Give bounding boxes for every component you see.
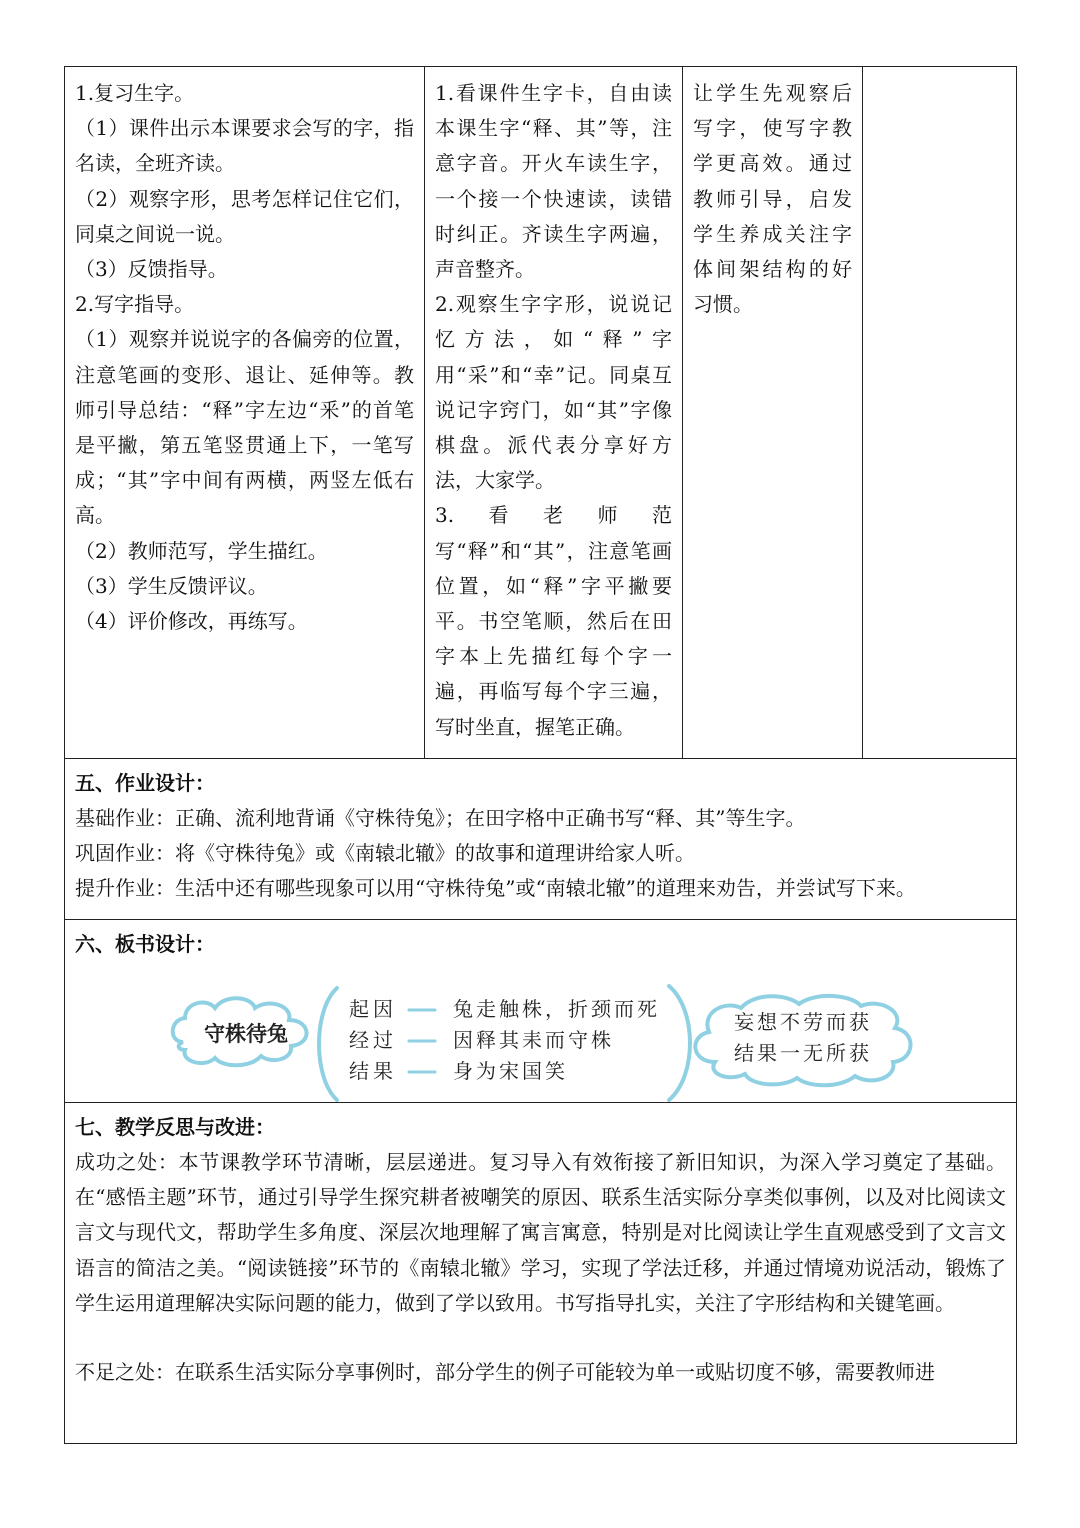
reflection-title: 七、教学反思与改进：: [75, 1115, 275, 1139]
teacher-step: （1）课件出示本课要求会写的字，指名读，全班齐读。: [75, 116, 414, 176]
board-row: [65, 920, 1017, 1103]
homework-consolidate: 巩固作业：将《守株待兔》或《南辕北辙》的故事和道理讲给家人听。: [75, 841, 695, 866]
teacher-step: 1.复习生字。: [75, 81, 195, 105]
student-step: 1.看课件生字卡，自由读本课生字“释、其”等，注意字音。开火车读生字，一个接一个快速读，读错时纠正。齐读生字两遍，声音整齐。: [435, 81, 672, 282]
teacher-step: （2）教师范写，学生描红。: [75, 538, 328, 563]
center-title: 守株待兔: [204, 1022, 288, 1046]
process-label: 经过: [349, 1028, 397, 1052]
notes-cell: [863, 67, 1017, 759]
process-detail: 因释其耒而守株: [453, 1028, 614, 1052]
lesson-plan-page: [64, 66, 1016, 1444]
reflection-cell: [65, 1103, 1017, 1444]
homework-title: 五、作业设计：: [75, 771, 215, 795]
conclusion-line-1: 妄想不劳而获: [734, 1010, 872, 1034]
homework-advance: 提升作业：生活中还有哪些现象可以用“守株待兔”或“南辕北辙”的道理来劝告，并尝试写下来。: [75, 876, 916, 901]
teacher-step: （3）学生反馈评议。: [75, 573, 268, 598]
homework-cell: [65, 759, 1017, 920]
conclusion-line-2: 结果一无所获: [734, 1041, 872, 1065]
activity-row: [65, 67, 1017, 759]
left-bracket-shape: [319, 988, 337, 1100]
student-activity-cell: [425, 67, 683, 759]
homework-row: [65, 759, 1017, 920]
board-title: 六、板书设计：: [75, 932, 215, 956]
teacher-step: （3）反馈指导。: [75, 257, 228, 282]
right-bracket-shape: [669, 986, 690, 1100]
homework-basic: 基础作业：正确、流利地背诵《守株待兔》；在田字格中正确书写“释、其”等生字。: [75, 806, 806, 830]
cause-detail: 兔走触株，折颈而死: [453, 997, 660, 1021]
design-intent-cell: [683, 67, 863, 759]
teacher-step: （4）评价修改，再练写。: [75, 609, 308, 634]
teacher-step: （1）观察并说说字的各偏旁的位置，注意笔画的变形、退让、延伸等。教师引导总结：“释”字左边“釆”的首笔是平撇，第五笔竖贯通上下，一笔写成；“其”字中间有两横，两竖左低右高。: [75, 327, 414, 528]
design-intent-text: 让学生先观察后写字，使写字教学更高效。通过教师引导，启发学生养成关注字体间架结构的好习惯。: [693, 81, 852, 317]
reflection-row: [65, 1103, 1017, 1444]
student-step: 2.观察生字字形，说说记忆方法，如“释”字用“采”和“幸”记。同桌互说记字窍门，如“其”字像棋盘。派代表分享好方法，大家学。: [435, 292, 672, 493]
board-cell: [65, 920, 1017, 1103]
teacher-step: （2）观察字形，思考怎样记住它们，同桌之间说一说。: [75, 186, 414, 246]
teacher-activity-cell: [65, 67, 425, 759]
board-design-diagram: [65, 962, 1016, 1102]
lesson-plan-table: [64, 66, 1017, 1444]
result-label: 结果: [349, 1059, 397, 1083]
student-step: 3.看老师范写“释”和“其”，注意笔画位置，如“释”字平撇要平。书空笔顺，然后在田字本上先描红每个字一遍，再临写每个字三遍，写时坐直，握笔正确。: [435, 503, 672, 739]
cause-label: 起因: [349, 997, 397, 1021]
board-diagram-svg: [65, 962, 1015, 1102]
reflection-success: 成功之处：本节课教学环节清晰，层层递进。复习导入有效衔接了新旧知识，为深入学习奠定了基础。在“感悟主题”环节，通过引导学生探究耕者被嘲笑的原因、联系生活实际分享类似事例，以及对比阅读文言文与现代文，帮助学生多角度、深层次地理解了寓言寓意，特别是对比阅读让学生直观感受到了文言文语言的简洁之美。“阅读链接”环节的《南辕北辙》学习，实现了学法迁移，并通过情境劝说活动，锻炼了学生运用道理解决实际问题的能力，做到了学以致用。书写指导扎实，关注了字形结构和关键笔画。: [75, 1150, 1006, 1315]
reflection-shortcoming: 不足之处：在联系生活实际分享事例时，部分学生的例子可能较为单一或贴切度不够，需要教师进: [75, 1360, 935, 1385]
paragraph-gap: [75, 1321, 1006, 1355]
teacher-step: 2.写字指导。: [75, 292, 195, 317]
result-detail: 身为宋国笑: [453, 1059, 568, 1083]
